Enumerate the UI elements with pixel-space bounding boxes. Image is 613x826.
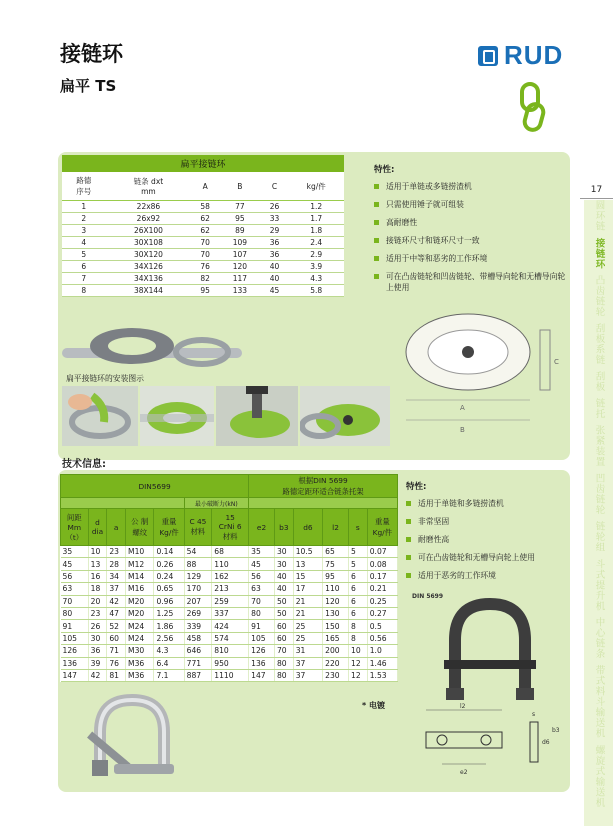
table-cell: 0.08 <box>367 558 397 570</box>
table-cell: 75 <box>323 558 349 570</box>
table-cell: 6 <box>348 570 367 582</box>
features-heading: 特性: <box>406 482 427 492</box>
table-row <box>61 620 398 632</box>
table-cell: 7.1 <box>154 669 184 681</box>
tech-info-heading: 技术信息: <box>62 459 106 470</box>
table-cell: 12 <box>348 657 367 669</box>
table-cell: 77 <box>219 201 261 213</box>
table-row <box>61 632 398 644</box>
column-header: 15 CrNi 6 材料 <box>212 509 249 546</box>
table-cell: 5 <box>348 546 367 558</box>
chain-link-icon <box>512 82 552 142</box>
features-list-top <box>374 163 570 300</box>
table-cell: 62 <box>191 213 219 225</box>
table-cell: M30 <box>126 645 154 657</box>
table-cell: 70 <box>274 645 293 657</box>
table-cell: M10 <box>126 546 154 558</box>
dim-label-b3: b3 <box>552 727 560 734</box>
table-cell: 339 <box>184 620 212 632</box>
table-cell: 0.27 <box>367 607 397 619</box>
table-cell: M12 <box>126 558 154 570</box>
table-row <box>62 213 344 225</box>
table-cell: 40 <box>274 583 293 595</box>
table-cell: 0.65 <box>154 583 184 595</box>
table-cell: 1.2 <box>288 201 344 213</box>
sidebar-item-12[interactable]: 螺旋式输送机 <box>593 744 605 808</box>
table-row <box>61 583 398 595</box>
table-row <box>61 607 398 619</box>
dim-label-e2: e2 <box>460 769 468 776</box>
table-cell: 259 <box>212 595 249 607</box>
table-cell: 25 <box>293 632 322 644</box>
table-cell: 887 <box>184 669 212 681</box>
table-cell: 1 <box>62 201 106 213</box>
table-cell: 230 <box>323 669 349 681</box>
connector-photo <box>62 318 242 370</box>
table-cell: 0.96 <box>154 595 184 607</box>
table-cell: 105 <box>249 632 275 644</box>
sidebar-item-3[interactable]: 刮板系链 <box>593 323 605 365</box>
table-cell: 1.8 <box>288 225 344 237</box>
table-cell: 3 <box>62 225 106 237</box>
table-cell: 6 <box>348 607 367 619</box>
table-cell: 126 <box>249 645 275 657</box>
table-cell: 80 <box>274 669 293 681</box>
table-group-right: 根据DIN 5699 路德定距环适合链条托架 <box>249 475 398 498</box>
table-row <box>61 558 398 570</box>
table-cell: 7 <box>62 273 106 285</box>
table-row <box>62 201 344 213</box>
table-cell: 337 <box>212 607 249 619</box>
table-cell: 646 <box>184 645 212 657</box>
table-cell: 0.5 <box>367 620 397 632</box>
connector-drawing <box>400 300 566 440</box>
sidebar-item-6[interactable]: 张紧装置 <box>593 425 605 467</box>
table-cell: 42 <box>88 669 107 681</box>
table-cell: 45 <box>249 558 275 570</box>
table-cell: M36 <box>126 669 154 681</box>
table-cell: 70 <box>191 237 219 249</box>
table-cell: 63 <box>249 583 275 595</box>
table-cell: 60 <box>274 620 293 632</box>
table-cell: 129 <box>184 570 212 582</box>
feature-item: 适用于单链和多链捞渣机 <box>406 498 566 509</box>
table-cell: 771 <box>184 657 212 669</box>
table-cell: 20 <box>88 595 107 607</box>
table-cell: 95 <box>191 285 219 297</box>
installation-step-3 <box>216 386 298 446</box>
sidebar-item-2[interactable]: 凸齿链轮 <box>593 275 605 317</box>
plate-dimension-drawing <box>412 702 562 786</box>
table-cell: 70 <box>191 249 219 261</box>
table-cell: 16 <box>88 570 107 582</box>
table-cell: 60 <box>274 632 293 644</box>
table-cell: M14 <box>126 570 154 582</box>
table-cell: 200 <box>323 645 349 657</box>
table-cell: 21 <box>293 595 322 607</box>
table-cell: 21 <box>293 607 322 619</box>
table-row <box>61 595 398 607</box>
table-group-left: DIN5699 <box>61 475 249 498</box>
table-cell: 47 <box>107 607 126 619</box>
table-cell: 6.4 <box>154 657 184 669</box>
table-cell: 30 <box>88 632 107 644</box>
sidebar-item-1[interactable]: 接链环 <box>593 237 605 269</box>
table-cell: 0.56 <box>367 632 397 644</box>
table-cell: 36 <box>88 645 107 657</box>
feature-item: 只需使用锤子就可组装 <box>374 199 570 210</box>
table-row <box>62 225 344 237</box>
table-cell: 1.53 <box>367 669 397 681</box>
table-cell: 165 <box>323 632 349 644</box>
table-cell: 23 <box>107 546 126 558</box>
installation-step-2 <box>140 386 214 446</box>
table-cell: 133 <box>219 285 261 297</box>
table-cell: 28 <box>107 558 126 570</box>
table-cell: 35 <box>249 546 275 558</box>
table-cell: 70 <box>249 595 275 607</box>
column-header: d dia <box>88 509 107 546</box>
table-cell: 0.25 <box>367 595 397 607</box>
table-row <box>61 669 398 681</box>
plating-note: * 电镀 <box>362 701 385 710</box>
table-cell: 56 <box>249 570 275 582</box>
column-header: s <box>348 509 367 546</box>
table-cell: 12 <box>348 669 367 681</box>
table-cell: 2.56 <box>154 632 184 644</box>
table-cell: 0.07 <box>367 546 397 558</box>
table-cell: 37 <box>293 669 322 681</box>
table-cell: 63 <box>61 583 89 595</box>
table-cell: 68 <box>212 546 249 558</box>
table-cell: 150 <box>323 620 349 632</box>
table-cell: 36 <box>261 237 289 249</box>
table-row <box>61 645 398 657</box>
table-cell: 26X100 <box>106 225 192 237</box>
dim-label-s: s <box>532 711 536 718</box>
table-cell: 30 <box>274 546 293 558</box>
table-cell: 18 <box>88 583 107 595</box>
table-cell: 110 <box>323 583 349 595</box>
table-cell: 1.25 <box>154 607 184 619</box>
column-header: 重量 Kg/件 <box>367 509 397 546</box>
table-cell: 95 <box>219 213 261 225</box>
column-header: 公 制 螺纹 <box>126 509 154 546</box>
table-cell: 95 <box>323 570 349 582</box>
table-cell: 110 <box>212 558 249 570</box>
table-cell: 88 <box>184 558 212 570</box>
table-cell: 80 <box>274 657 293 669</box>
table-cell: 120 <box>323 595 349 607</box>
sidebar-item-7[interactable]: 凹齿链轮 <box>593 473 605 515</box>
feature-item: 高耐磨性 <box>374 217 570 228</box>
table-cell: 54 <box>184 546 212 558</box>
table-row <box>61 657 398 669</box>
table-cell: 37 <box>293 657 322 669</box>
table-cell: 62 <box>191 225 219 237</box>
table-cell: 23 <box>88 607 107 619</box>
table-cell: 6 <box>348 595 367 607</box>
shackle-drawing <box>410 590 560 710</box>
table-cell: 130 <box>323 607 349 619</box>
dim-label-c: C <box>554 358 559 366</box>
column-header: e2 <box>249 509 275 546</box>
table-cell: 81 <box>107 669 126 681</box>
din5699-table <box>60 474 398 682</box>
table-cell: 147 <box>61 669 89 681</box>
table-cell: 213 <box>212 583 249 595</box>
table-cell: 35 <box>61 546 89 558</box>
table-cell: 0.14 <box>154 546 184 558</box>
table-cell: M24 <box>126 620 154 632</box>
table-row <box>61 546 398 558</box>
table-cell: 109 <box>219 237 261 249</box>
table-cell: 105 <box>61 632 89 644</box>
table-cell: 4 <box>62 237 106 249</box>
din-label: DIN 5699 <box>412 593 444 600</box>
feature-item: 耐磨性高 <box>406 534 566 545</box>
table-cell: 147 <box>249 669 275 681</box>
feature-item: 适用于中等和恶劣的工作环境 <box>374 253 570 264</box>
table-cell: 13 <box>293 558 322 570</box>
table-cell: 170 <box>184 583 212 595</box>
dim-label-b: B <box>460 426 465 434</box>
table-cell: 3.9 <box>288 261 344 273</box>
table-cell: 8 <box>348 620 367 632</box>
table-cell: 1.86 <box>154 620 184 632</box>
table-cell: 34X126 <box>106 261 192 273</box>
column-header: 间距 Mm （t） <box>61 509 89 546</box>
table-cell: 5 <box>62 249 106 261</box>
table-cell: 38X144 <box>106 285 192 297</box>
shackle-photo <box>70 692 180 788</box>
table-cell: 207 <box>184 595 212 607</box>
table-cell: 136 <box>61 657 89 669</box>
table-cell: 70 <box>61 595 89 607</box>
table-cell: 4.3 <box>288 273 344 285</box>
table-cell: 50 <box>274 595 293 607</box>
table-cell: 2.4 <box>288 237 344 249</box>
page-title: 接链环 <box>60 42 123 66</box>
table-cell: 10 <box>88 546 107 558</box>
column-header: d6 <box>293 509 322 546</box>
table-cell: 40 <box>274 570 293 582</box>
table-cell: 80 <box>249 607 275 619</box>
table-cell: 107 <box>219 249 261 261</box>
installation-step-4 <box>300 386 390 446</box>
table-row <box>61 570 398 582</box>
installation-step-1 <box>62 386 138 446</box>
table-cell: 5 <box>348 558 367 570</box>
table-cell: 26 <box>88 620 107 632</box>
logo-icon <box>478 46 498 66</box>
table-cell: 30X120 <box>106 249 192 261</box>
table-cell: 82 <box>191 273 219 285</box>
column-header: 路德 序号 <box>62 172 106 201</box>
table-cell: 45 <box>61 558 89 570</box>
table-cell: 574 <box>212 632 249 644</box>
table-cell: 0.17 <box>367 570 397 582</box>
sidebar-item-8[interactable]: 链轮组 <box>593 521 605 553</box>
table-cell: 76 <box>191 261 219 273</box>
table-cell: 13 <box>88 558 107 570</box>
table-cell: 52 <box>107 620 126 632</box>
table-cell: 15 <box>293 570 322 582</box>
sidebar-item-0[interactable]: 圆环链 <box>593 200 605 232</box>
table-cell: 8 <box>62 285 106 297</box>
table-cell: 2 <box>62 213 106 225</box>
table-cell: 950 <box>212 657 249 669</box>
flat-connector-table <box>62 155 344 297</box>
table-cell: 6 <box>348 583 367 595</box>
table-cell: 34 <box>107 570 126 582</box>
table-cell: 220 <box>323 657 349 669</box>
table-cell: 42 <box>107 595 126 607</box>
feature-item: 可在凸齿链轮和无槽导向轮上使用 <box>406 552 566 563</box>
table-cell: 269 <box>184 607 212 619</box>
feature-item: 适用于单链或多链捞渣机 <box>374 181 570 192</box>
table-cell: 1.46 <box>367 657 397 669</box>
sidebar-item-11[interactable]: 带式料斗输送机 <box>593 665 605 739</box>
table-cell: 0.21 <box>367 583 397 595</box>
table-cell: 458 <box>184 632 212 644</box>
column-header: l2 <box>323 509 349 546</box>
table-cell: 17 <box>293 583 322 595</box>
table-cell: 58 <box>191 201 219 213</box>
features-list-bottom <box>406 480 566 588</box>
table-cell: 25 <box>293 620 322 632</box>
table-cell: 810 <box>212 645 249 657</box>
table-cell: 26x92 <box>106 213 192 225</box>
table-cell: M20 <box>126 595 154 607</box>
table-row <box>62 261 344 273</box>
rud-logo <box>478 40 563 71</box>
table-cell: M36 <box>126 657 154 669</box>
table-cell: 8 <box>348 632 367 644</box>
column-header: b3 <box>274 509 293 546</box>
table-cell: 117 <box>219 273 261 285</box>
table-cell: 4.3 <box>154 645 184 657</box>
installation-caption: 扁平接链环的安装图示 <box>66 374 144 383</box>
table-cell: 126 <box>61 645 89 657</box>
table-cell: M20 <box>126 607 154 619</box>
table-cell: 60 <box>107 632 126 644</box>
column-header: a <box>107 509 126 546</box>
table-cell: M16 <box>126 583 154 595</box>
table-cell: 76 <box>107 657 126 669</box>
column-header: A <box>191 172 219 201</box>
table-cell: 1.0 <box>367 645 397 657</box>
table-row <box>62 249 344 261</box>
table-cell: 30X108 <box>106 237 192 249</box>
page-number: 17 <box>580 182 613 199</box>
table-cell: 91 <box>61 620 89 632</box>
table-cell: 30 <box>274 558 293 570</box>
table-cell: 1.7 <box>288 213 344 225</box>
table-cell: 89 <box>219 225 261 237</box>
table-cell: 40 <box>261 273 289 285</box>
table-cell: 10 <box>348 645 367 657</box>
table-cell: 71 <box>107 645 126 657</box>
table-cell: 424 <box>212 620 249 632</box>
table-cell: 33 <box>261 213 289 225</box>
table-cell: 56 <box>61 570 89 582</box>
dim-label-d6: d6 <box>542 739 550 746</box>
sidebar-item-10[interactable]: 中心链条 <box>593 617 605 659</box>
table-cell: 91 <box>249 620 275 632</box>
sidebar-item-4[interactable]: 刮板 <box>593 371 605 392</box>
table-cell: 40 <box>261 261 289 273</box>
sidebar-nav <box>584 200 613 826</box>
feature-item: 接链环尺寸和链环尺寸一致 <box>374 235 570 246</box>
table-row <box>62 285 344 297</box>
table-cell: 37 <box>107 583 126 595</box>
table-cell: M24 <box>126 632 154 644</box>
column-header: C <box>261 172 289 201</box>
table-cell: 1110 <box>212 669 249 681</box>
table-cell: 29 <box>261 225 289 237</box>
column-header: B <box>219 172 261 201</box>
features-heading: 特性: <box>374 165 395 175</box>
table-cell: 6 <box>62 261 106 273</box>
table-cell: 80 <box>61 607 89 619</box>
table-cell: 0.24 <box>154 570 184 582</box>
dim-label-a: A <box>460 404 465 412</box>
table-cell: 0.26 <box>154 558 184 570</box>
sidebar-item-9[interactable]: 斗式提升机 <box>593 558 605 611</box>
table-cell: 45 <box>261 285 289 297</box>
page-subtitle: 扁平 TS <box>60 77 117 95</box>
table-cell: 36 <box>261 249 289 261</box>
column-header: kg/件 <box>288 172 344 201</box>
table-title: 扁平接链环 <box>62 155 344 172</box>
column-header: C 45 材料 <box>184 509 212 546</box>
table-cell: 10.5 <box>293 546 322 558</box>
column-header: 重量 Kg/件 <box>154 509 184 546</box>
table-cell: 34X136 <box>106 273 192 285</box>
table-row <box>62 273 344 285</box>
table-row <box>62 237 344 249</box>
table-cell: 31 <box>293 645 322 657</box>
sidebar-item-5[interactable]: 链托 <box>593 398 605 419</box>
logo-text: RUD <box>504 40 564 70</box>
table-cell: 162 <box>212 570 249 582</box>
column-header: 链条 dxt mm <box>106 172 192 201</box>
dim-label-l2: l2 <box>460 703 466 710</box>
table-cell: 120 <box>219 261 261 273</box>
feature-item: 非常坚固 <box>406 516 566 527</box>
table-cell: 22x86 <box>106 201 192 213</box>
table-cell: 39 <box>88 657 107 669</box>
table-cell: 136 <box>249 657 275 669</box>
table-cell: 26 <box>261 201 289 213</box>
table-cell: 5.8 <box>288 285 344 297</box>
table-cell: 2.9 <box>288 249 344 261</box>
table-cell: 65 <box>323 546 349 558</box>
feature-item: 可在凸齿链轮和凹齿链轮、带槽导向轮和无槽导向轮上使用 <box>374 271 570 293</box>
table-cell: 50 <box>274 607 293 619</box>
breaking-force-label: 最小破断力(kN) <box>184 498 249 509</box>
feature-item: 适用于恶劣的工作环境 <box>406 570 566 581</box>
